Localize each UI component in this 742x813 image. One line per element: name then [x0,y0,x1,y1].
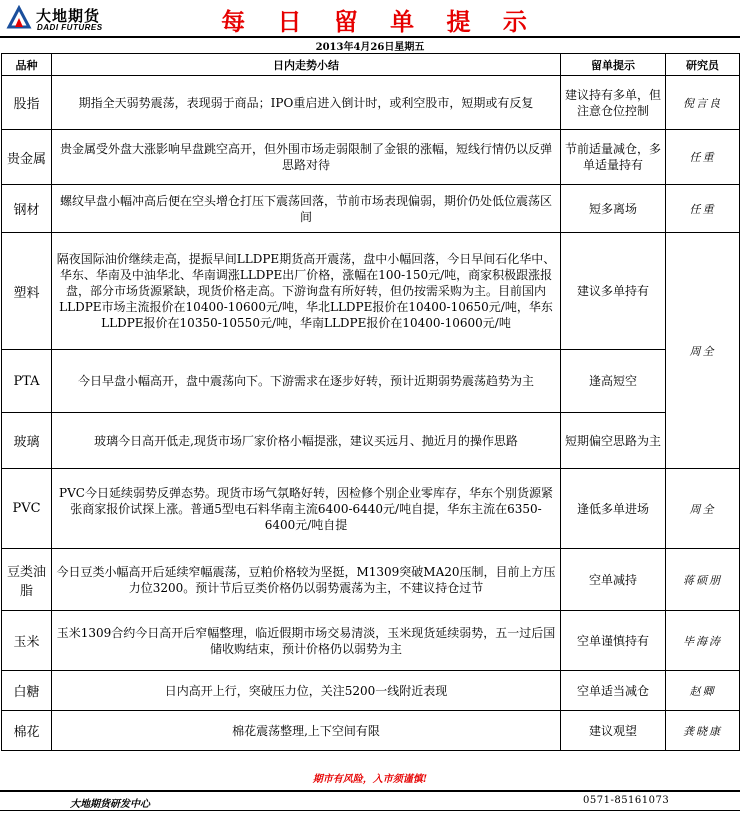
variety-cell: 股指 [2,76,52,130]
table-row [2,611,740,671]
advice-cell: 节前适量减仓，多单适量持有 [561,130,666,185]
variety-cell: PTA [2,350,52,413]
summary-cell: 贵金属受外盘大涨影响早盘跳空高开，但外围市场走弱限制了金银的涨幅，短线行情仍以反弹思路对待 [52,130,561,185]
summary-cell: 今日早盘小幅高开，盘中震荡向下。下游需求在逐步好转，预计近期弱势震荡趋势为主 [52,350,561,413]
summary-cell: 螺纹早盘小幅冲高后便在空头增仓打压下震荡回落，节前市场表现偏弱，期价仍处低位震荡区间 [52,185,561,233]
header-analyst: 研究员 [666,54,740,76]
logo-chinese-name: 大地期货 [36,7,101,25]
variety-cell: 贵金属 [2,130,52,185]
advice-cell: 建议多单持有 [561,233,666,350]
table-row [2,185,740,233]
summary-cell: 玉米1309合约今日高开后窄幅整理，临近假期市场交易清淡，玉米现货延续弱势，五一过后国储收购结束，预计价格仍以弱势为主 [52,611,561,671]
analyst-cell: 毕海涛 [666,611,740,671]
report-header [0,0,740,38]
logo-english-name: DADI FUTURES [37,23,103,32]
footer-bottom-rule [0,810,740,811]
summary-cell: PVC今日延续弱势反弹态势。现货市场气氛略好转，因检修个别企业零库存，华东个别货源紧张商家报价试探上涨。普通5型电石料华南主流6400-6440元/吨自提，华东主流在6350-6400元/吨自提 [52,469,561,549]
report-date: 2013年4月26日星期五 [315,42,425,53]
header-advice: 留单提示 [561,54,666,76]
summary-cell: 期指全天弱势震荡，表现弱于商品；IPO重启进入倒计时，或利空股市，短期或有反复 [52,76,561,130]
variety-cell: 棉花 [2,711,52,751]
table-row [2,350,740,413]
dadi-logo-icon [6,5,32,31]
variety-cell: 钢材 [2,185,52,233]
variety-cell: 塑料 [2,233,52,350]
report-title: 每 日 留 单 提 示 [221,7,539,36]
advice-cell: 空单谨慎持有 [561,611,666,671]
advice-cell: 空单适当减仓 [561,671,666,711]
header-summary: 日内走势小结 [52,54,561,76]
variety-cell: 玻璃 [2,413,52,469]
summary-cell: 隔夜国际油价继续走高，提振早间LLDPE期货高开震荡，盘中小幅回落，今日早间石化华中、华东、华南及中油华北、华南调涨LLDPE出厂价格，涨幅在100-150元/吨，商家积极跟涨报盘，部分市场货源紧缺，现货价格走高。下游询盘有所好转，但仍按需采购为主。目前国内LLDPE市场主流报价在10400-10600元/吨，华北LLDPE报价在10400-10650元/吨，华东LLDPE报价在10350-10550元/吨，华南LLDPE报价在10400-10600元/吨 [52,233,561,350]
summary-cell: 日内高开上行，突破压力位，关注5200一线附近表现 [52,671,561,711]
analyst-cell: 倪言良 [666,76,740,130]
footer-divider [0,790,740,792]
summary-cell: 棉花震荡整理,上下空间有限 [52,711,561,751]
table-row [2,76,740,130]
header-variety: 品种 [2,54,52,76]
research-center-name: 大地期货研发中心 [70,799,150,810]
company-logo [6,5,136,35]
analyst-cell: 龚晓康 [666,711,740,751]
analyst-cell: 周全 [666,469,740,549]
table-row [2,130,740,185]
advice-cell: 建议持有多单，但注意仓位控制 [561,76,666,130]
advice-cell: 逢低多单进场 [561,469,666,549]
analyst-cell: 蒋硕朋 [666,549,740,611]
contact-phone: 0571-85161073 [583,795,670,806]
advice-table [1,53,740,751]
summary-cell: 今日豆类小幅高开后延续窄幅震荡，豆粕价格较为坚挺，M1309突破MA20压制，目前上方压力位3200。预计节后豆类价格仍以弱势震荡为主，不建议持仓过节 [52,549,561,611]
variety-cell: 白糖 [2,671,52,711]
table-row [2,711,740,751]
analyst-cell: 任重 [666,185,740,233]
table-row [2,549,740,611]
variety-cell: 豆类油脂 [2,549,52,611]
table-header-row [2,54,740,76]
table-row [2,469,740,549]
advice-cell: 短期偏空思路为主 [561,413,666,469]
table-row [2,233,740,350]
advice-cell: 短多离场 [561,185,666,233]
table-row [2,671,740,711]
risk-notice: 期市有风险，入市须谨慎! [312,774,428,785]
advice-cell: 逢高短空 [561,350,666,413]
advice-cell: 建议观望 [561,711,666,751]
table-row [2,413,740,469]
analyst-cell: 周全 [666,233,740,469]
advice-cell: 空单减持 [561,549,666,611]
summary-cell: 玻璃今日高开低走,现货市场厂家价格小幅提涨，建议买远月、抛近月的操作思路 [52,413,561,469]
analyst-cell: 赵卿 [666,671,740,711]
variety-cell: PVC [2,469,52,549]
variety-cell: 玉米 [2,611,52,671]
analyst-cell: 任重 [666,130,740,185]
